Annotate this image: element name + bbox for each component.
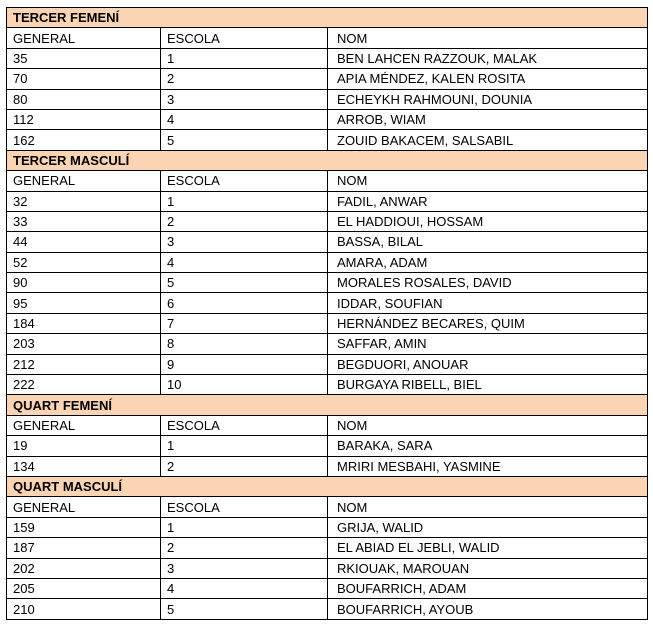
escola-cell: 1: [161, 436, 328, 456]
nom-cell: BARAKA, SARA: [328, 436, 648, 456]
general-cell: 33: [7, 211, 161, 231]
general-cell: 210: [7, 599, 161, 619]
general-cell: 112: [7, 109, 161, 129]
escola-cell: 2: [161, 69, 328, 89]
table-row: [7, 130, 648, 150]
general-cell: 52: [7, 252, 161, 272]
general-cell: 184: [7, 313, 161, 333]
table-row: [7, 456, 648, 476]
table-row: [7, 334, 648, 354]
nom-cell: BASSA, BILAL: [328, 232, 648, 252]
column-header-row: [7, 171, 648, 191]
nom-cell: ARROB, WIAM: [328, 109, 648, 129]
column-header-nom: NOM: [328, 28, 648, 48]
general-cell: 35: [7, 48, 161, 68]
table-row: [7, 558, 648, 578]
general-cell: 80: [7, 89, 161, 109]
general-cell: 203: [7, 334, 161, 354]
escola-cell: 4: [161, 109, 328, 129]
table-row: [7, 109, 648, 129]
table-row: [7, 599, 648, 619]
table-row: [7, 517, 648, 537]
escola-cell: 5: [161, 273, 328, 293]
general-cell: 44: [7, 232, 161, 252]
escola-cell: 5: [161, 599, 328, 619]
escola-cell: 5: [161, 130, 328, 150]
nom-cell: BURGAYA RIBELL, BIEL: [328, 375, 648, 395]
section-header-row: [7, 8, 648, 28]
nom-cell: GRIJA, WALID: [328, 517, 648, 537]
nom-cell: BEGDUORI, ANOUAR: [328, 354, 648, 374]
escola-cell: 2: [161, 538, 328, 558]
general-cell: 212: [7, 354, 161, 374]
nom-cell: IDDAR, SOUFIAN: [328, 293, 648, 313]
section-title: QUART MASCULÍ: [7, 476, 648, 496]
nom-cell: SAFFAR, AMIN: [328, 334, 648, 354]
general-cell: 162: [7, 130, 161, 150]
table-row: [7, 273, 648, 293]
general-cell: 222: [7, 375, 161, 395]
escola-cell: 1: [161, 48, 328, 68]
general-cell: 134: [7, 456, 161, 476]
section-title: QUART FEMENÍ: [7, 395, 648, 415]
general-cell: 205: [7, 578, 161, 598]
table-row: [7, 578, 648, 598]
nom-cell: RKIOUAK, MAROUAN: [328, 558, 648, 578]
escola-cell: 1: [161, 517, 328, 537]
table-row: [7, 313, 648, 333]
table-row: [7, 354, 648, 374]
section-header-row: [7, 150, 648, 170]
table-row: [7, 48, 648, 68]
column-header-general: GENERAL: [7, 415, 161, 435]
column-header-escola: ESCOLA: [161, 415, 328, 435]
table-row: [7, 293, 648, 313]
column-header-general: GENERAL: [7, 171, 161, 191]
section-header-row: [7, 476, 648, 496]
nom-cell: EL ABIAD EL JEBLI, WALID: [328, 538, 648, 558]
table-row: [7, 375, 648, 395]
table-row: [7, 89, 648, 109]
general-cell: 90: [7, 273, 161, 293]
section-title: TERCER FEMENÍ: [7, 8, 648, 28]
escola-cell: 2: [161, 456, 328, 476]
general-cell: 95: [7, 293, 161, 313]
general-cell: 159: [7, 517, 161, 537]
general-cell: 19: [7, 436, 161, 456]
table-row: [7, 436, 648, 456]
table-row: [7, 232, 648, 252]
nom-cell: MORALES ROSALES, DAVID: [328, 273, 648, 293]
table-row: [7, 191, 648, 211]
nom-cell: BOUFARRICH, ADAM: [328, 578, 648, 598]
section-title: TERCER MASCULÍ: [7, 150, 648, 170]
nom-cell: MRIRI MESBAHI, YASMINE: [328, 456, 648, 476]
table-row: [7, 211, 648, 231]
escola-cell: 9: [161, 354, 328, 374]
nom-cell: FADIL, ANWAR: [328, 191, 648, 211]
nom-cell: ECHEYKH RAHMOUNI, DOUNIA: [328, 89, 648, 109]
escola-cell: 4: [161, 578, 328, 598]
column-header-row: [7, 497, 648, 517]
column-header-escola: ESCOLA: [161, 171, 328, 191]
column-header-nom: NOM: [328, 415, 648, 435]
escola-cell: 2: [161, 211, 328, 231]
column-header-row: [7, 415, 648, 435]
column-header-escola: ESCOLA: [161, 497, 328, 517]
nom-cell: ZOUID BAKACEM, SALSABIL: [328, 130, 648, 150]
escola-cell: 4: [161, 252, 328, 272]
general-cell: 202: [7, 558, 161, 578]
section-header-row: [7, 395, 648, 415]
column-header-escola: ESCOLA: [161, 28, 328, 48]
escola-cell: 10: [161, 375, 328, 395]
column-header-nom: NOM: [328, 171, 648, 191]
results-table: [6, 7, 648, 620]
nom-cell: HERNÁNDEZ BECARES, QUIM: [328, 313, 648, 333]
nom-cell: AMARA, ADAM: [328, 252, 648, 272]
general-cell: 32: [7, 191, 161, 211]
general-cell: 187: [7, 538, 161, 558]
table-row: [7, 69, 648, 89]
escola-cell: 3: [161, 558, 328, 578]
table-row: [7, 252, 648, 272]
escola-cell: 3: [161, 89, 328, 109]
results-table-body: [7, 8, 648, 620]
escola-cell: 1: [161, 191, 328, 211]
escola-cell: 6: [161, 293, 328, 313]
escola-cell: 7: [161, 313, 328, 333]
nom-cell: BOUFARRICH, AYOUB: [328, 599, 648, 619]
nom-cell: EL HADDIOUI, HOSSAM: [328, 211, 648, 231]
column-header-general: GENERAL: [7, 497, 161, 517]
column-header-row: [7, 28, 648, 48]
results-sheet: [6, 7, 647, 620]
nom-cell: APIA MÉNDEZ, KALEN ROSITA: [328, 69, 648, 89]
table-row: [7, 538, 648, 558]
escola-cell: 8: [161, 334, 328, 354]
column-header-general: GENERAL: [7, 28, 161, 48]
nom-cell: BEN LAHCEN RAZZOUK, MALAK: [328, 48, 648, 68]
general-cell: 70: [7, 69, 161, 89]
escola-cell: 3: [161, 232, 328, 252]
column-header-nom: NOM: [328, 497, 648, 517]
